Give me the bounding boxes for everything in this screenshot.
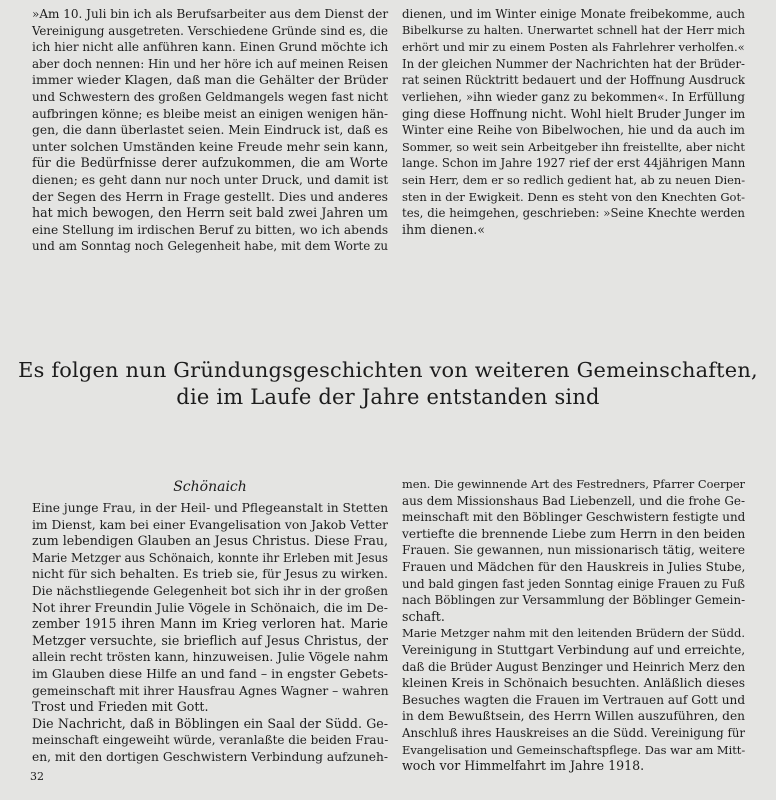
text-line: zum lebendigen Glauben an Jesus Christus. Diese Frau, [32,533,388,549]
text-line: ging diese Hoffnung nicht. Wohl hielt Bruder Junger im [402,106,746,121]
text-line: Evangelisation und Gemeinschaftspflege. Das war am Mitt- [402,742,746,757]
text-line: meinschaft eingeweiht würde, veranlaßte die beiden Frau- [32,733,389,748]
text-line: Bibelkurse zu halten. Unerwartet schnell hat der Herr mich [402,23,745,37]
text-line: für die Bedürfnisse derer aufzukommen, die am Worte [32,155,388,171]
text-line: schaft. [402,608,445,624]
text-line: en, mit den dortigen Geschwistern Verbindung aufzuneh- [32,749,388,764]
text-line: aufbringen könne; es bleibe meist an einigen wenigen hän- [32,106,389,121]
text-line: Winter eine Reihe von Bibelwochen, hie und da auch im [402,123,745,138]
text-line: im Glauben diese Hilfe an und fand – in engster Gebets- [32,665,388,681]
text-line: aber doch nennen: Hin und her höre ich auf meinen Reisen [32,56,389,71]
text-line: vertiefte die brennende Liebe zum Herrn in den beiden [402,526,746,541]
text-line: unter solchen Umständen keine Freude mehr sein kann, [32,138,389,154]
bottom-right-column [402,476,745,775]
text-line: Vereinigung ausgetreten. Verschiedene Gründe sind es, die [32,23,388,38]
text-line: Marie Metzger aus Schönaich, konnte ihr Erleben mit Jesus [32,550,388,565]
text-line: immer wieder Klagen, daß man die Gehälter der Brüder [32,72,388,88]
text-line: Anschluß ihres Hauskreises an die Südd. Vereinigung für [402,725,746,740]
page-number: 32 [30,770,44,783]
text-line: Die Nachricht, daß in Böblingen ein Saal der Südd. Ge- [32,715,388,731]
text-line: Marie Metzger nahm mit den leitenden Brüdern der Südd. [402,626,745,641]
text-line: rat seinen Rücktritt bedauert und der Hoffnung Ausdruck [402,73,745,88]
text-line: In der gleichen Nummer der Nachrichten hat der Brüder- [402,56,745,71]
text-line: in dem Bewußtsein, des Herrn Willen auszuführen, den [402,709,745,724]
chapter-heading [0,357,776,411]
text-line: hat mich bewogen, den Herrn seit bald zwei Jahren um [32,205,388,221]
text-line: men. Die gewinnende Art des Festredners, Pfarrer Coerper [402,477,745,491]
text-line: Frauen und Mädchen für den Hauskreis in Julies Stube, [402,559,746,574]
text-line: aus dem Missionshaus Bad Liebenzell, und die frohe Ge- [402,493,745,508]
text-line: dienen; es geht dann nur noch unter Druck, und damit ist [32,172,389,187]
text-line: nicht für sich behalten. Es trieb sie, für Jesus zu wirken. [32,566,388,582]
text-line: daß die Brüder August Benzinger und Heinrich Merz den [402,659,746,674]
text-line: ich hier nicht alle anführen kann. Einen Grund möchte ich [32,40,389,55]
text-line: und bald gingen fast jeden Sonntag einige Frauen zu Fuß [402,576,745,591]
text-line: tes, die heimgehen, geschrieben: »Seine Knechte werden [402,206,745,221]
text-line: meinschaft mit den Böblinger Geschwistern festigte und [402,510,746,525]
text-line: Vereinigung in Stuttgart Verbindung auf und erreichte, [402,642,746,657]
text-line: woch vor Himmelfahrt im Jahre 1918. [402,758,645,774]
text-line: eine Stellung im irdischen Beruf zu bitten, wo ich abends [32,222,389,237]
text-line: gen, die dann überlastet seien. Mein Eindruck ist, daß es [32,123,388,138]
text-line: Sommer, so weit sein Arbeitgeber ihn freistellte, aber nicht [402,139,745,154]
text-line: lange. Schon im Jahre 1927 rief der erst 44jährigen Mann [402,156,746,171]
bottom-left-column [32,500,388,766]
text-line: sein Herr, dem er so redlich gedient hat, ab zu neuen Dien- [402,172,746,187]
text-line: ihm dienen.« [402,221,486,237]
text-line: im Dienst, kam bei einer Evangelisation von Jakob Vetter [32,517,388,532]
text-line: Trost und Frieden mit Gott. [32,699,209,715]
text-line: erhört und mir zu einem Posten als Fahrlehrer verholfen.« [402,40,745,55]
top-right-column [402,6,745,238]
text-line: kleinen Kreis in Schönaich besuchten. Anläßlich dieses [402,676,745,691]
text-line: und Schwestern des großen Geldmangels wegen fast nicht [32,89,389,104]
text-line: dienen, und im Winter einige Monate freibekomme, auch [402,7,745,21]
section-title: Schönaich [173,479,247,495]
text-line: Eine junge Frau, in der Heil- und Pflegeanstalt in Stetten [32,501,389,515]
text-line: Frauen. Sie gewannen, nun missionarisch tätig, weitere [402,543,745,558]
text-line: zember 1915 ihren Mann im Krieg verloren hat. Marie [32,616,388,632]
text-line: Besuches wagten die Frauen im Vertrauen auf Gott und [402,692,746,707]
text-line: »Am 10. Juli bin ich als Berufsarbeiter aus dem Dienst der [32,7,389,21]
text-line: allein recht trösten kann, hinzuweisen. Julie Vögele nahm [32,650,389,665]
text-line: Metzger versuchte, sie brieflich auf Jesus Christus, der [32,632,388,648]
top-left-column [32,6,388,255]
text-line: und am Sonntag noch Gelegenheit habe, mit dem Worte zu [32,239,388,254]
text-line: der Segen des Herrn in Frage gestellt. Dies und anderes [32,189,389,204]
text-line: gemeinschaft mit ihrer Hausfrau Agnes Wagner – wahren [32,683,389,698]
text-line: nach Böblingen zur Versammlung der Böblinger Gemein- [402,593,746,608]
text-line: sten in der Ewigkeit. Denn es steht von den Knechten Got- [402,189,745,204]
text-line: Die nächstliegende Gelegenheit bot sich ihr in der großen [32,583,388,598]
text-line: verliehen, »ihn wieder ganz zu bekommen«. In Erfüllung [402,89,745,104]
text-line: Not ihrer Freundin Julie Vögele in Schönaich, die im De- [32,599,388,615]
heading-line: die im Laufe der Jahre entstanden sind [176,385,600,409]
heading-line: Es folgen nun Gründungsgeschichten von weiteren Gemeinschaften, [18,358,758,382]
